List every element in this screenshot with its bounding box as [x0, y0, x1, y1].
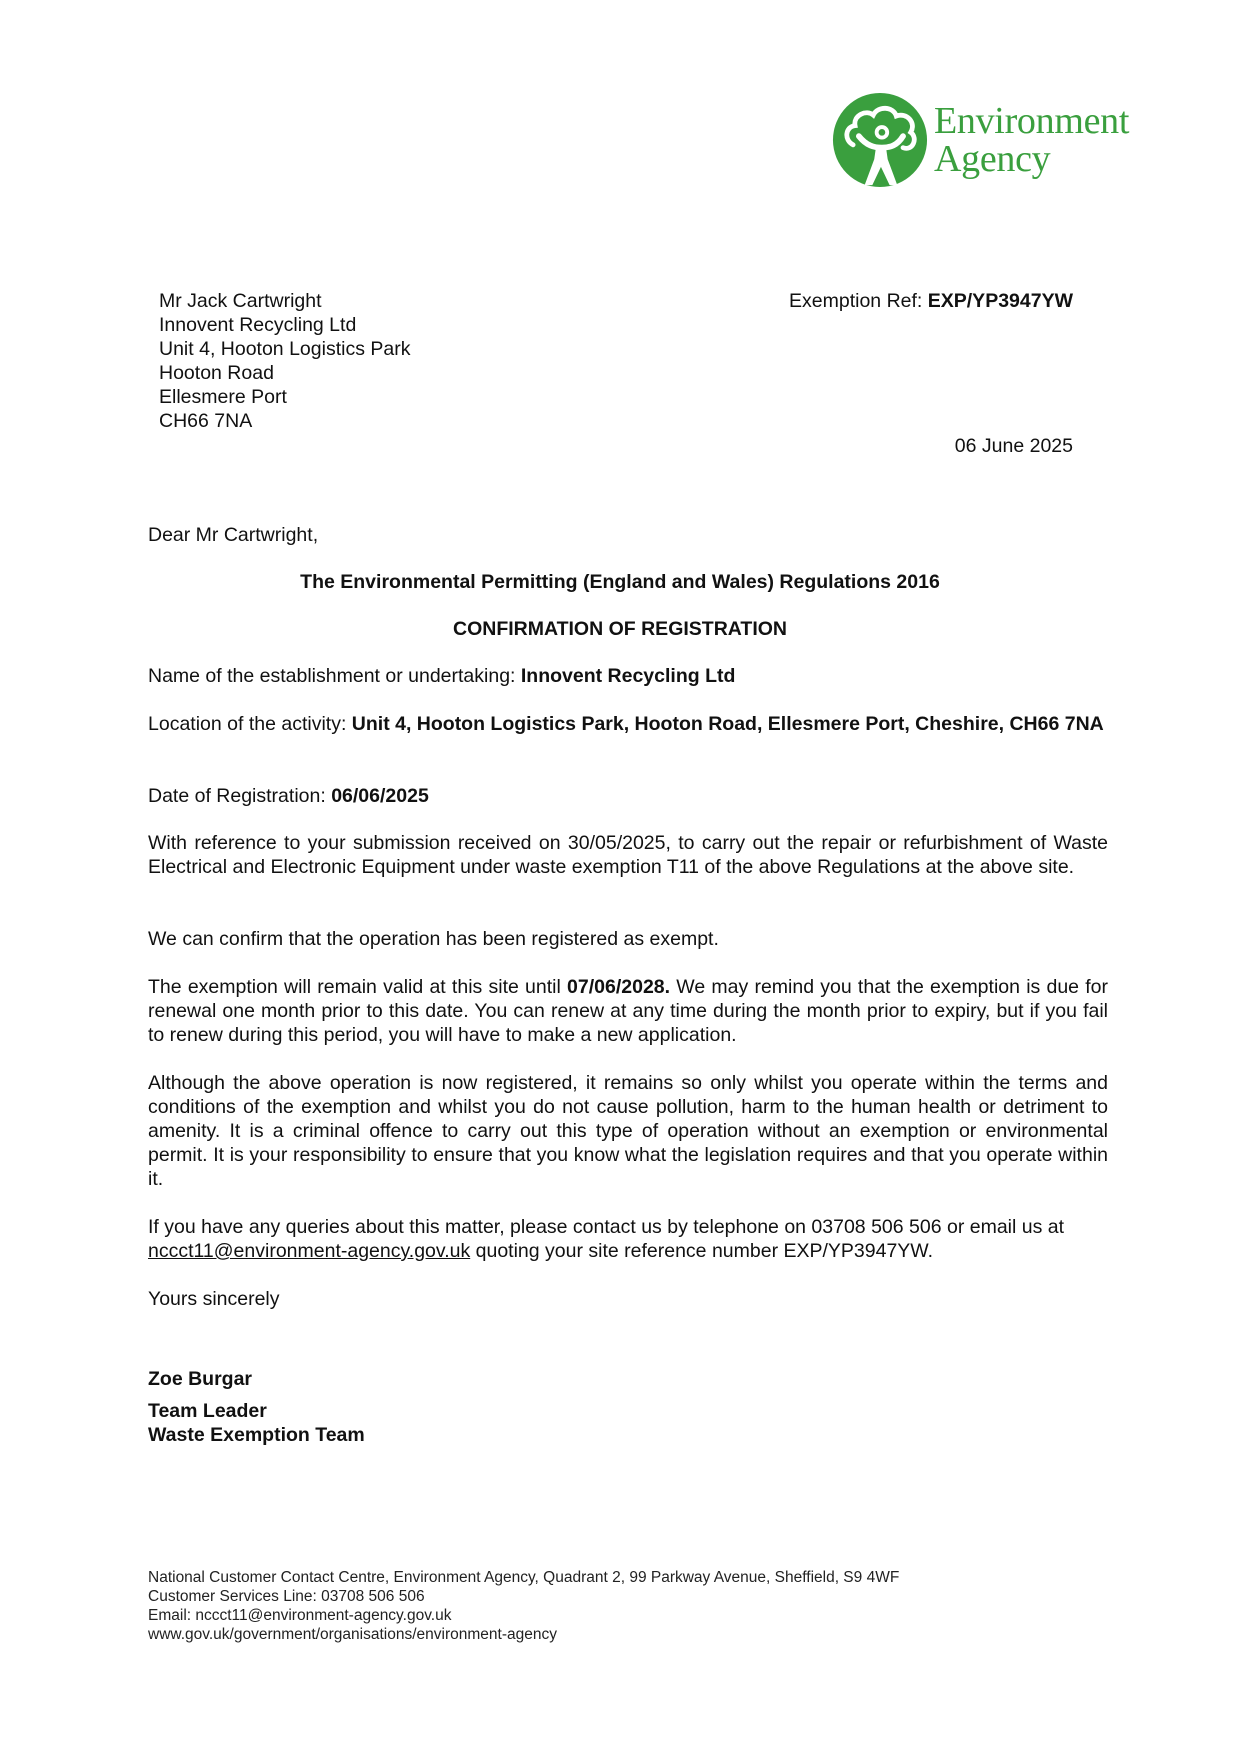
recipient-company: Innovent Recycling Ltd: [159, 314, 357, 336]
footer-contact: [148, 1568, 899, 1644]
registration-date-label: Date of Registration:: [148, 785, 332, 807]
salutation: Dear Mr Cartwright,: [148, 524, 319, 546]
location-label: Location of the activity:: [148, 713, 352, 735]
letter-date: 06 June 2025: [954, 435, 1073, 457]
logo-line-1: Environment: [934, 100, 1130, 142]
reference-label: Exemption Ref:: [789, 290, 928, 312]
establishment-value: Innovent Recycling Ltd: [520, 665, 736, 687]
contact-text-start: If you have any queries about this matter, please contact us by telephone on 03708 506 506 or email us at: [148, 1216, 1065, 1238]
closing: Yours sincerely: [148, 1288, 280, 1310]
signatory-title: Team Leader: [148, 1400, 267, 1422]
validity-text-start: The exemption will remain valid at this site until: [148, 976, 568, 998]
recipient-postcode: CH66 7NA: [159, 410, 253, 432]
footer-address: National Customer Contact Centre, Environment Agency, Quadrant 2, 99 Parkway Avenue, Sheffield, S9 4WF: [148, 1569, 900, 1586]
environment-agency-logo: [832, 90, 1172, 190]
reference-value: EXP/YP3947YW: [927, 290, 1073, 312]
tree-person-icon: [832, 92, 928, 188]
terms-paragraph: Although the above operation is now registered, it remains so only whilst you operate within the terms and conditions of the exemption and whilst you do not cause pollution, harm to the human health or detriment to amenity. It is a criminal offence to carry out this type of operation without an exemption or environmental permit. It is your responsibility to ensure that you know what the legislation requires and that you operate within it.: [148, 1072, 1108, 1190]
validity-paragraph: [148, 975, 1108, 1047]
location-value: Unit 4, Hooton Logistics Park, Hooton Road, Ellesmere Port, Cheshire, CH66 7NA: [351, 713, 1104, 735]
recipient-address-line-2: Hooton Road: [159, 362, 274, 384]
regulations-heading: The Environmental Permitting (England and Wales) Regulations 2016: [300, 571, 940, 593]
contact-email-link[interactable]: nccct11@environment-agency.gov.uk: [148, 1240, 471, 1262]
exemption-reference: [789, 289, 1073, 313]
recipient-address-line-1: Unit 4, Hooton Logistics Park: [159, 338, 411, 360]
recipient-name: Mr Jack Cartwright: [159, 290, 322, 312]
recipient-address: [159, 289, 410, 433]
validity-text-end: We may remind you that the exemption is due for renewal one month prior to this date. You can renew at any time during the month prior to expiry, but if you fail to renew during this period, you will have to make a new application.: [148, 976, 1108, 1046]
expiry-date: 07/06/2028.: [567, 976, 671, 998]
establishment-field: [148, 664, 1108, 688]
recipient-town: Ellesmere Port: [159, 386, 287, 408]
submission-paragraph: With reference to your submission received on 30/05/2025, to carry out the repair or refurbishment of Waste Electrical and Electronic Equipment under waste exemption T11 of the above Regulations at the above site.: [148, 832, 1108, 878]
location-field: [148, 712, 1108, 736]
signatory-team: Waste Exemption Team: [148, 1424, 365, 1446]
registration-date-value: 06/06/2025: [331, 785, 429, 807]
footer-phone: Customer Services Line: 03708 506 506: [148, 1588, 425, 1605]
footer-website: www.gov.uk/government/organisations/environment-agency: [148, 1626, 557, 1643]
registration-date-field: [148, 784, 1108, 808]
establishment-label: Name of the establishment or undertaking:: [148, 665, 521, 687]
signatory-name: Zoe Burgar: [148, 1368, 253, 1390]
contact-paragraph: [148, 1215, 1108, 1263]
logo-wordmark: [934, 102, 1129, 178]
footer-email: Email: nccct11@environment-agency.gov.uk: [148, 1607, 452, 1624]
logo-line-2: Agency: [934, 138, 1051, 180]
confirmation-heading: CONFIRMATION OF REGISTRATION: [452, 618, 787, 640]
confirmation-paragraph: We can confirm that the operation has been registered as exempt.: [148, 928, 719, 950]
contact-text-end: quoting your site reference number EXP/YP3947YW.: [470, 1240, 934, 1262]
